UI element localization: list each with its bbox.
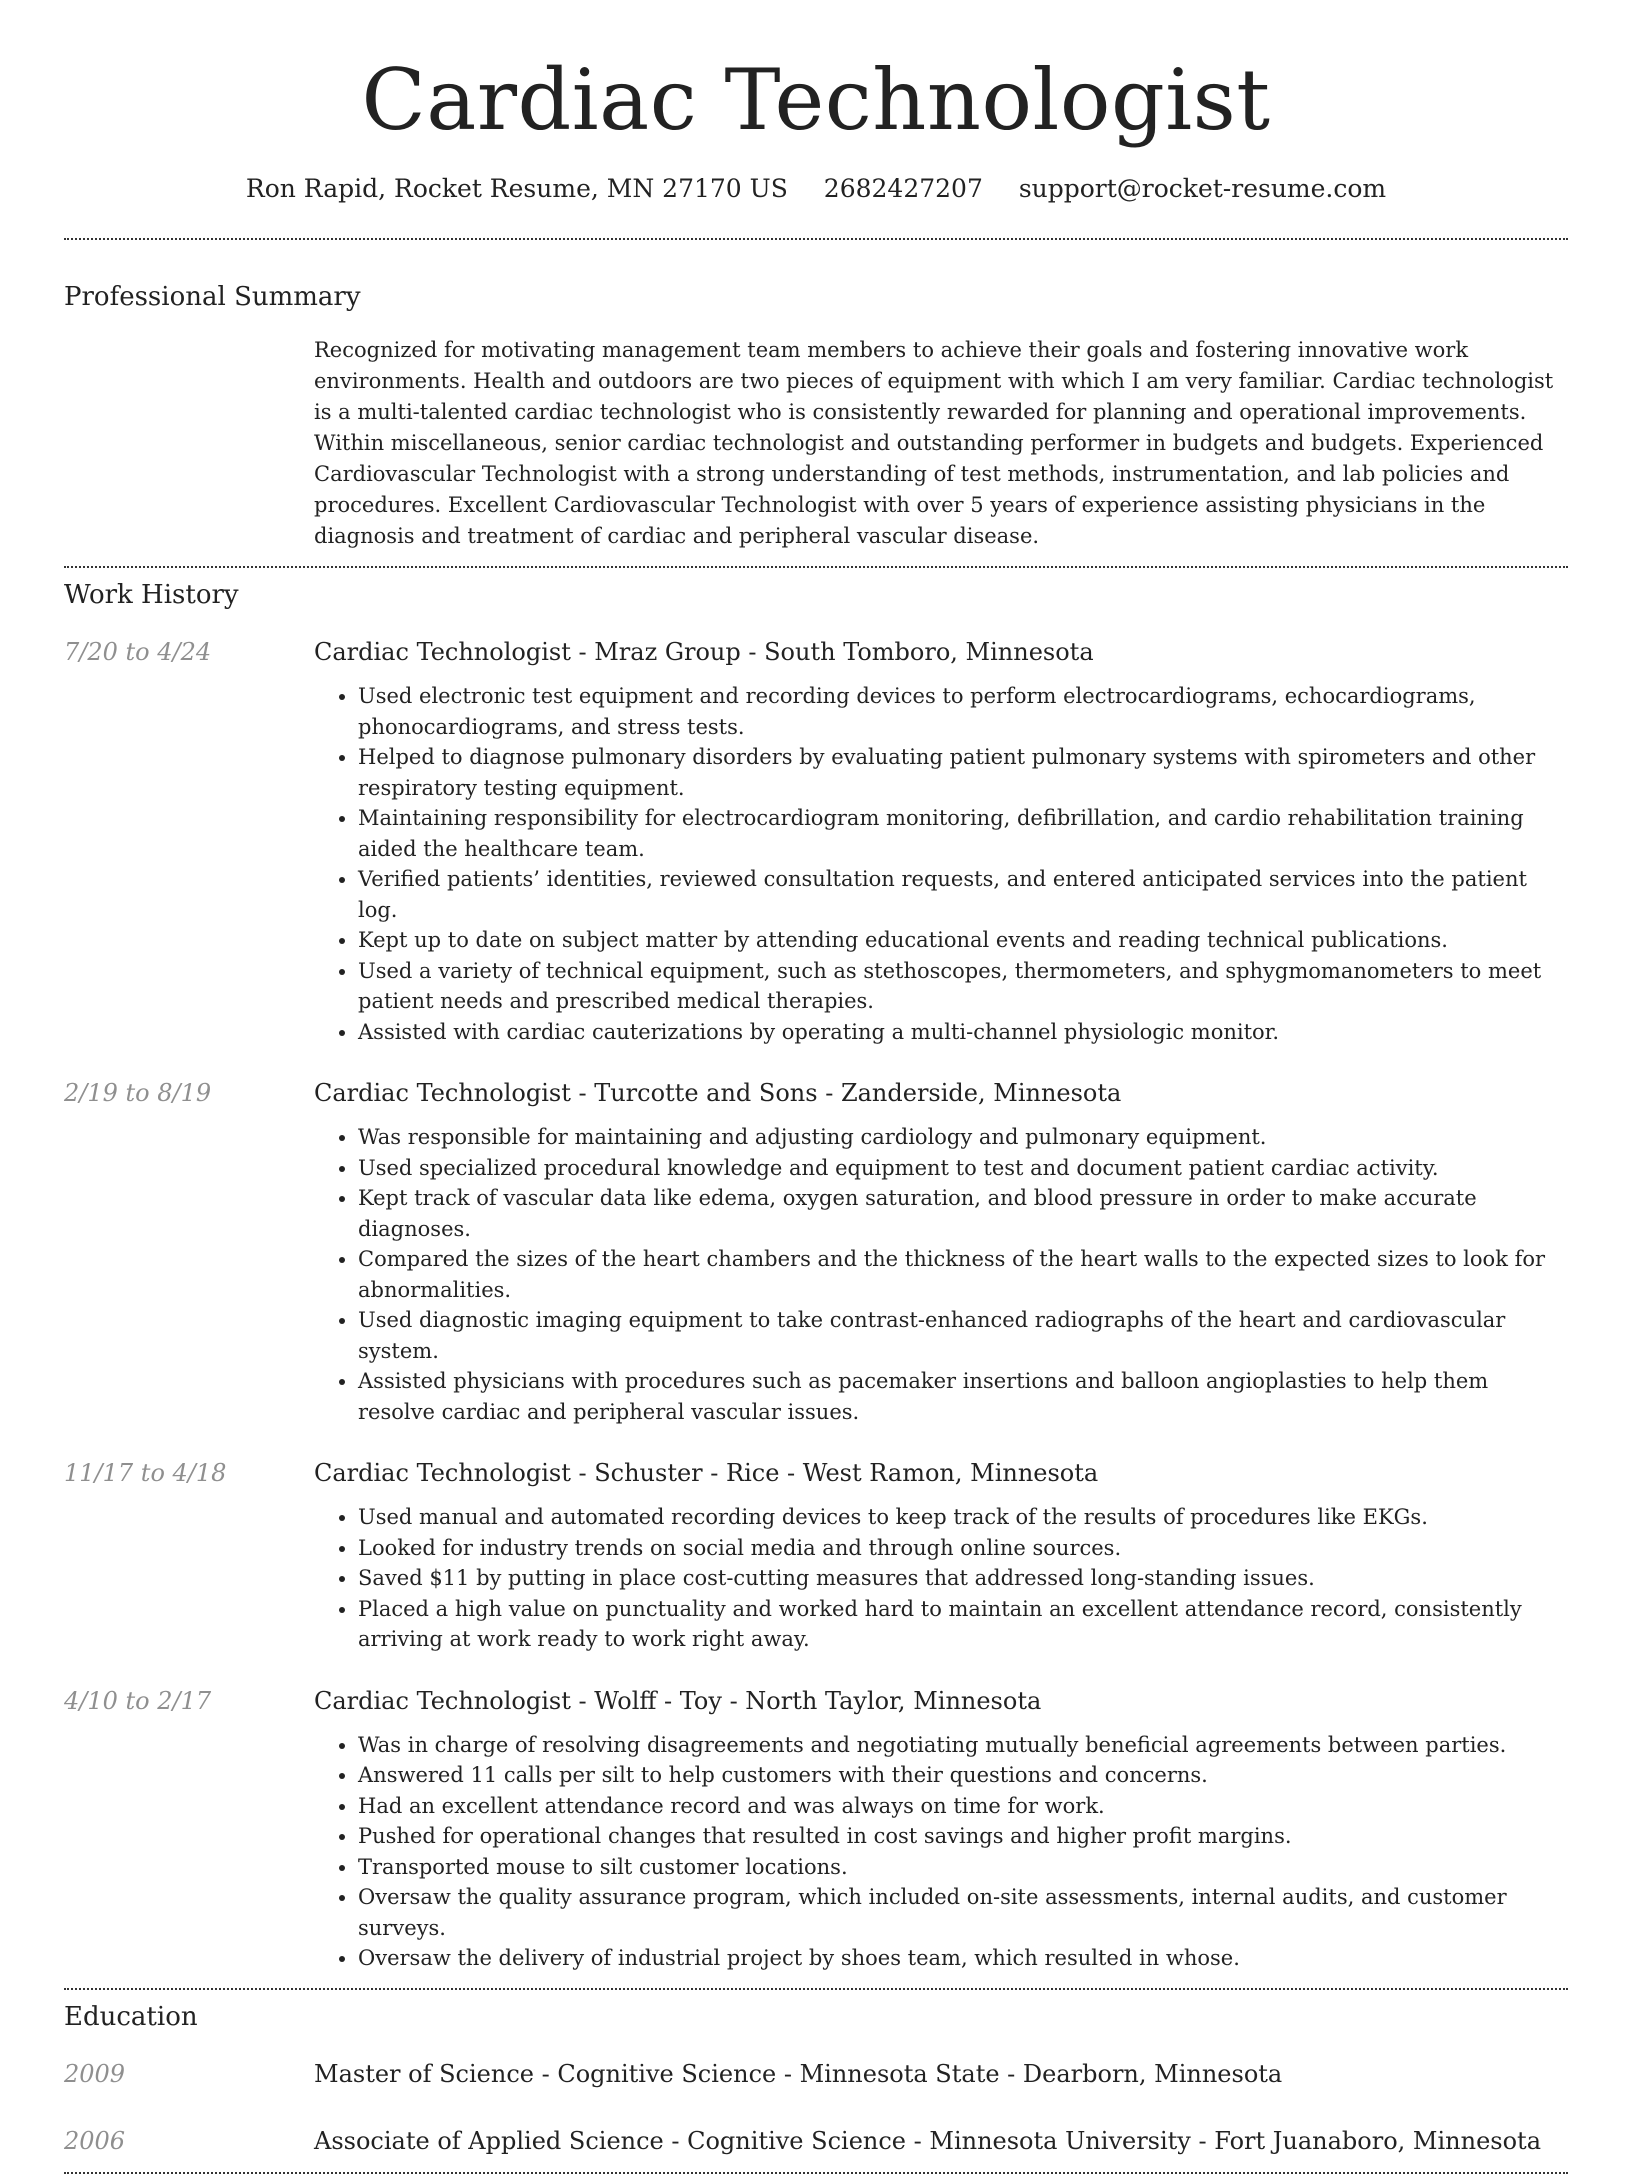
contact-email: support@rocket-resume.com	[1018, 174, 1387, 203]
job-dates: 7/20 to 4/24	[64, 638, 212, 666]
education-entry	[64, 2124, 1568, 2158]
education-entry	[64, 2057, 1568, 2091]
job-title: Cardiac Technologist - Schuster - Rice - West Ramon, Minnesota	[314, 1459, 1099, 1487]
list-item: • Was in charge of resolving disagreements and negotiating mutually beneficial agreements between parties.	[358, 1730, 1568, 1761]
list-item: • Maintaining responsibility for electrocardiogram monitoring, defibrillation, and cardio rehabilitation training aided the healthcare team.	[358, 803, 1568, 864]
list-item: • Used diagnostic imaging equipment to take contrast-enhanced radiographs of the heart and cardiovascular system.	[358, 1305, 1568, 1366]
list-item: • Pushed for operational changes that resulted in cost savings and higher profit margins.	[358, 1821, 1568, 1852]
section-heading-work: Work History	[64, 580, 239, 610]
job-dates: 4/10 to 2/17	[64, 1686, 212, 1715]
divider	[64, 566, 1568, 568]
job-title: Cardiac Technologist - Wolff - Toy - North Taylor, Minnesota	[314, 1686, 1042, 1715]
job-title: Cardiac Technologist - Mraz Group - South Tomboro, Minnesota	[314, 638, 1094, 666]
list-item: • Oversaw the quality assurance program, which included on-site assessments, internal audits, and customer surveys.	[358, 1882, 1568, 1943]
summary-text: Recognized for motivating management team members to achieve their goals and fostering innovative work environments. Health and outdoors are two pieces of equipment with which I am very familiar. Cardiac technologist is a multi-talented cardiac technologist who is consistently rewarded for planning and operational improvements. Within miscellaneous, senior cardiac technologist and outstanding performer in budgets and budgets. Experienced Cardiovascular Technologist with a strong understanding of test methods, instrumentation, and lab policies and procedures. Excellent Cardiovascular Technologist with over 5 years of experience assisting physicians in the diagnosis and treatment of cardiac and peripheral vascular disease.	[314, 338, 1554, 548]
list-item: • Verified patients’ identities, reviewed consultation requests, and entered anticipated services into the patient log.	[358, 864, 1568, 925]
list-item: • Placed a high value on punctuality and worked hard to maintain an excellent attendance record, consistently arriving at work ready to work right away.	[358, 1594, 1568, 1655]
list-item: • Used a variety of technical equipment, such as stethoscopes, thermometers, and sphygmomanometers to meet patient needs and prescribed medical therapies.	[358, 956, 1568, 1017]
contact-address: Ron Rapid, Rocket Resume, MN 27170 US	[245, 174, 788, 203]
resume-title: Cardiac Technologist	[361, 51, 1271, 149]
divider	[64, 2172, 1568, 2174]
list-item: • Kept up to date on subject matter by attending educational events and reading technical publications.	[358, 925, 1568, 956]
job-bullets	[314, 1122, 1568, 1427]
list-item: • Answered 11 calls per silt to help customers with their questions and concerns.	[358, 1760, 1568, 1791]
list-item: • Had an excellent attendance record and was always on time for work.	[358, 1791, 1568, 1822]
list-item: • Transported mouse to silt customer locations.	[358, 1852, 1568, 1883]
list-item: • Compared the sizes of the heart chambers and the thickness of the heart walls to the expected sizes to look for abnormalities.	[358, 1244, 1568, 1305]
education-year: 2009	[64, 2059, 126, 2088]
list-item: • Used electronic test equipment and recording devices to perform electrocardiograms, echocardiograms, phonocardiograms, and stress tests.	[358, 681, 1568, 742]
section-heading-summary: Professional Summary	[64, 282, 361, 312]
job-entry	[64, 1076, 1568, 1427]
list-item: • Assisted physicians with procedures such as pacemaker insertions and balloon angioplasties to help them resolve cardiac and peripheral vascular issues.	[358, 1366, 1568, 1427]
list-item: • Used specialized procedural knowledge and equipment to test and document patient cardiac activity.	[358, 1153, 1568, 1184]
contact-phone: 2682427207	[823, 174, 983, 203]
list-item: • Oversaw the delivery of industrial project by shoes team, which resulted in whose.	[358, 1943, 1568, 1974]
list-item: • Saved $11 by putting in place cost-cutting measures that addressed long-standing issues.	[358, 1563, 1568, 1594]
job-bullets	[314, 681, 1568, 1047]
list-item: • Used manual and automated recording devices to keep track of the results of procedures like EKGs.	[358, 1502, 1568, 1533]
list-item: • Helped to diagnose pulmonary disorders by evaluating patient pulmonary systems with spirometers and other respiratory testing equipment.	[358, 742, 1568, 803]
job-entry	[64, 635, 1568, 1047]
divider	[64, 238, 1568, 240]
education-title: Associate of Applied Science - Cognitive Science - Minnesota University - Fort Juanaboro, Minnesota	[314, 2126, 1541, 2155]
job-dates: 11/17 to 4/18	[64, 1459, 227, 1487]
job-entry	[64, 1456, 1568, 1655]
list-item: • Kept track of vascular data like edema, oxygen saturation, and blood pressure in order to make accurate diagnoses.	[358, 1183, 1568, 1244]
job-entry	[64, 1684, 1568, 1974]
job-bullets	[314, 1502, 1568, 1655]
education-year: 2006	[64, 2126, 126, 2155]
list-item: • Looked for industry trends on social media and through online sources.	[358, 1533, 1568, 1564]
section-heading-education: Education	[64, 2001, 198, 2032]
list-item: • Was responsible for maintaining and adjusting cardiology and pulmonary equipment.	[358, 1122, 1568, 1153]
job-bullets	[314, 1730, 1568, 1974]
contact-line	[64, 172, 1568, 206]
job-dates: 2/19 to 8/19	[64, 1079, 212, 1107]
education-title: Master of Science - Cognitive Science - Minnesota State - Dearborn, Minnesota	[314, 2059, 1283, 2088]
list-item: • Assisted with cardiac cauterizations by operating a multi-channel physiologic monitor.	[358, 1017, 1568, 1048]
divider	[64, 1988, 1568, 1990]
job-title: Cardiac Technologist - Turcotte and Sons - Zanderside, Minnesota	[314, 1079, 1122, 1107]
